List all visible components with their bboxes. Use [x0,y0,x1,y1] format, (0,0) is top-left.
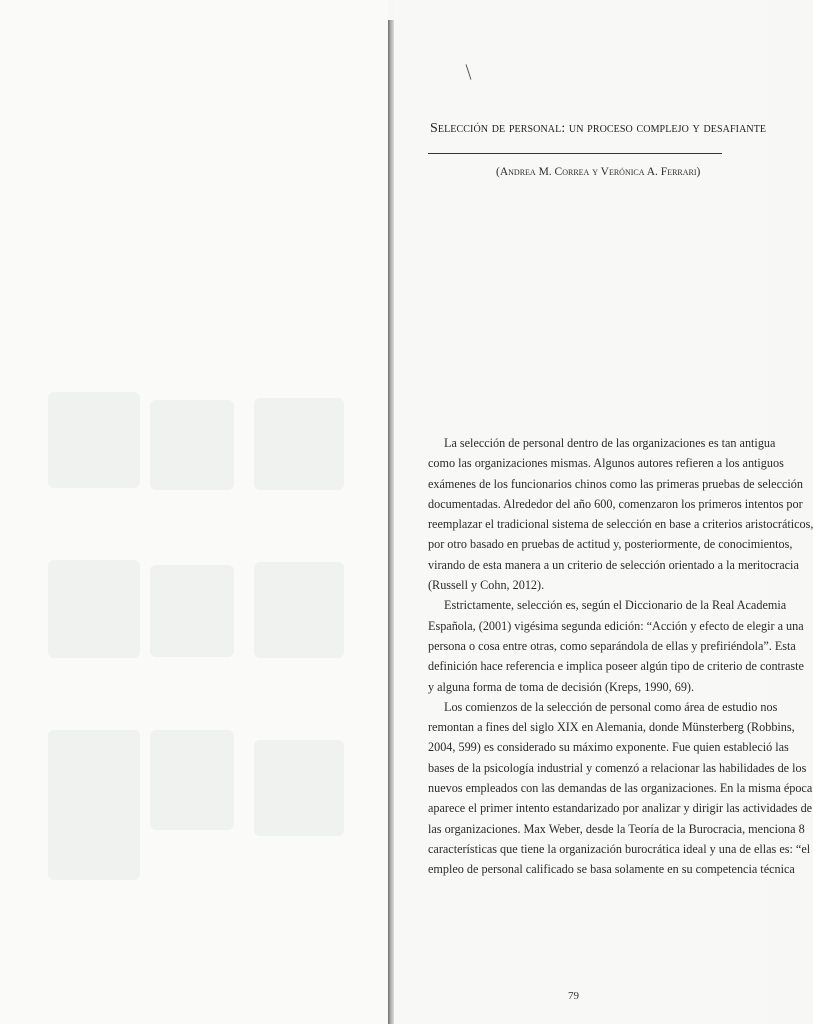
text-line: Estrictamente, selección es, según el Diccionario de la Real Academia [444,598,787,613]
paragraph-3 [428,697,813,880]
chapter-title: Selección de personal: un proceso complejo y desafiante [430,121,767,136]
text-line: La selección de personal dentro de las organizaciones es tan antigua [444,436,776,450]
show-through-block [48,560,140,658]
text-line: remontan a fines del siglo XIX en Alemania, donde Münsterberg (Robbins, [428,720,795,735]
text-line: bases de la psicología industrial y comenzó a relacionar las habilidades de los [428,760,807,775]
paragraph-2 [428,595,804,696]
text-line: definición hace referencia e implica poseer algún tipo de criterio de contraste [428,659,804,674]
text-line: y alguna forma de toma de decisión (Kreps, 1990, 69). [428,679,695,694]
text-line: virando de esta manera a un criterio de selección orientado a la meritocracia [428,557,799,572]
title-rule [428,153,722,154]
show-through-block [150,730,234,830]
page-number: 79 [568,990,579,1002]
paragraph-1 [428,433,813,595]
text-line: nuevos empleados con las demandas de las organizaciones. En la misma época [428,781,813,796]
text-line: exámenes de los funcionarios chinos como las primeras pruebas de selección [428,476,803,491]
text-line: aparece el primer intento estandarizado por analizar y dirigir las actividades de [428,801,813,816]
text-line: las organizaciones. Max Weber, desde la Teoría de la Burocracia, menciona 8 [428,821,805,836]
text-line: como las organizaciones mismas. Algunos autores refieren a los antiguos [428,456,784,471]
body-text [428,433,813,880]
text-line: documentadas. Alrededor del año 600, comenzaron los primeros intentos por [428,496,803,511]
text-line: reemplazar el tradicional sistema de selección en base a criterios aristocráticos, [428,517,813,532]
text-line: 2004, 599) es considerado su máximo exponente. Fue quien estableció las [428,740,789,755]
text-line: persona o cosa entre otras, como separándola de ellas y prefiriéndola”. Esta [428,638,796,653]
text-line: características que tiene la organización burocrática ideal y una de ellas es: “el [428,841,811,856]
text-line: empleo de personal calificado se basa solamente en su competencia técnica [428,862,795,877]
text-line: Los comienzos de la selección de personal como área de estudio nos [444,699,778,714]
left-page-blank [0,0,388,1024]
show-through-block [48,392,140,488]
text-line: Española, (2001) vigésima segunda edición: “Acción y efecto de elegir a una [428,618,804,633]
show-through-block [254,398,344,490]
show-through-block [48,730,140,880]
text-line: por otro basado en pruebas de actitud y, posteriormente, de conocimientos, [428,537,793,552]
text-line: (Russell y Cohn, 2012). [428,578,545,593]
show-through-block [150,565,234,657]
show-through-block [254,740,344,836]
show-through-block [254,562,344,658]
show-through-block [150,400,234,490]
chapter-authors: (Andrea M. Correa y Verónica A. Ferrari) [496,166,701,178]
